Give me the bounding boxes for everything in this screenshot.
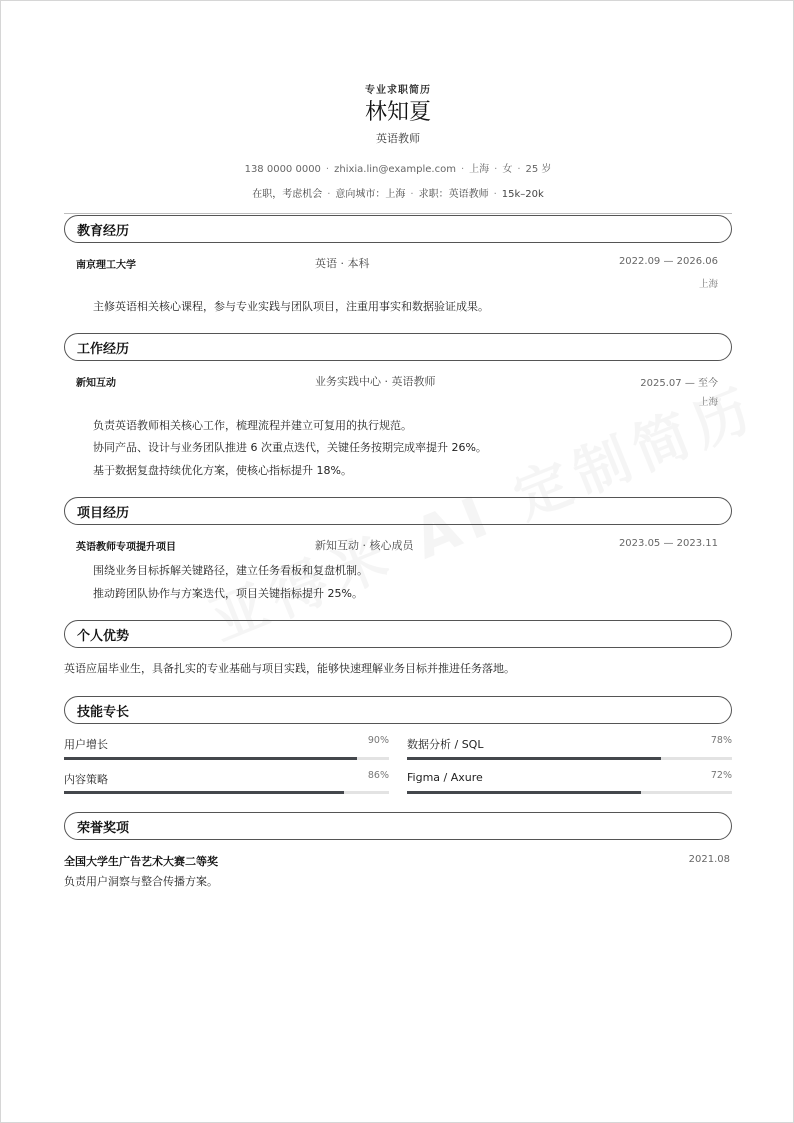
section-title: 技能专长 — [77, 705, 130, 720]
skill-bar-fill — [407, 791, 641, 794]
work-date: 2025.07 — 至今 — [640, 378, 718, 389]
skill-percent: 78% — [710, 735, 732, 746]
skill-bar-fill — [64, 757, 357, 760]
section-header-education — [64, 215, 732, 243]
candidate-role: 英语教师 — [376, 132, 420, 145]
project-name: 英语教师专项提升项目 — [76, 542, 176, 553]
section-title: 教育经历 — [77, 224, 130, 239]
project-date: 2023.05 — 2023.11 — [618, 538, 718, 549]
skill-percent: 90% — [367, 735, 389, 746]
city: 上海 — [469, 164, 490, 175]
section-header-strengths — [64, 620, 732, 648]
target-position: 求职：英语教师 — [418, 189, 489, 200]
education-school: 南京理工大学 — [76, 260, 136, 271]
candidate-name: 林知夏 — [364, 100, 431, 125]
skill-bar — [407, 791, 732, 794]
award-description: 负责用户洞察与整合传播方案。 — [64, 875, 218, 888]
phone-number: 138 0000 0000 — [244, 164, 321, 175]
section-title: 荣誉奖项 — [77, 821, 130, 836]
gender: 女 — [502, 164, 513, 175]
skill-label: Figma / Axure — [407, 771, 483, 784]
employment-status: 在职，考虑机会 — [252, 189, 323, 200]
work-position: 业务实践中心 · 英语教师 — [315, 375, 436, 388]
email-address: zhixia.lin@example.com — [334, 164, 456, 175]
skill-label: 内容策略 — [64, 773, 108, 786]
skill-percent: 86% — [367, 770, 389, 781]
skill-bar — [407, 757, 732, 760]
target-city: 意向城市：上海 — [335, 189, 406, 200]
education-date: 2022.09 — 2026.06 — [618, 256, 718, 267]
skill-label: 数据分析 / SQL — [407, 738, 484, 751]
expected-salary: 15k–20k — [501, 189, 544, 200]
section-header-awards — [64, 812, 732, 840]
skill-percent: 72% — [710, 770, 732, 781]
work-company: 新知互动 — [76, 378, 116, 389]
education-location: 上海 — [698, 279, 718, 290]
strengths-text: 英语应届毕业生，具备扎实的专业基础与项目实践，能够快速理解业务目标并推进任务落地。 — [64, 662, 515, 675]
contact-line: 138 0000 0000 · zhixia.lin@example.com · 上海 · 女 · 25 岁 — [244, 164, 552, 175]
project-bullet: 围绕业务目标拆解关键路径，建立任务看板和复盘机制。 — [93, 564, 368, 577]
skill-bar — [64, 791, 389, 794]
document-label: 专业求职简历 — [365, 85, 431, 96]
section-header-work — [64, 333, 732, 361]
skill-bar-fill — [407, 757, 661, 760]
skill-label: 用户增长 — [64, 738, 108, 751]
section-title: 工作经历 — [77, 342, 130, 357]
work-bullet: 基于数据复盘持续优化方案，使核心指标提升 18%。 — [93, 464, 352, 477]
project-role: 新知互动 · 核心成员 — [315, 539, 414, 552]
header-divider — [64, 213, 732, 214]
work-bullet: 协同产品、设计与业务团队推进 6 次重点迭代，关键任务按期完成率提升 26%。 — [93, 441, 487, 454]
work-bullet: 负责英语教师相关核心工作，梳理流程并建立可复用的执行规范。 — [93, 419, 412, 432]
award-name: 全国大学生广告艺术大赛二等奖 — [64, 855, 218, 868]
section-title: 个人优势 — [77, 629, 130, 644]
skill-bar-fill — [64, 791, 344, 794]
age: 25 岁 — [525, 164, 552, 175]
skill-bar — [64, 757, 389, 760]
section-header-projects — [64, 497, 732, 525]
work-location: 上海 — [698, 397, 718, 408]
education-bullet: 主修英语相关核心课程，参与专业实践与团队项目，注重用事实和数据验证成果。 — [93, 300, 489, 313]
job-status-line: 在职，考虑机会 · 意向城市：上海 · 求职：英语教师 · 15k–20k — [252, 189, 544, 200]
education-major: 英语 · 本科 — [315, 257, 370, 270]
project-bullet: 推动跨团队协作与方案迭代，项目关键指标提升 25%。 — [93, 587, 363, 600]
section-header-skills — [64, 696, 732, 724]
award-date: 2021.08 — [688, 854, 730, 865]
section-title: 项目经历 — [77, 506, 130, 521]
resume-header — [1, 81, 794, 200]
